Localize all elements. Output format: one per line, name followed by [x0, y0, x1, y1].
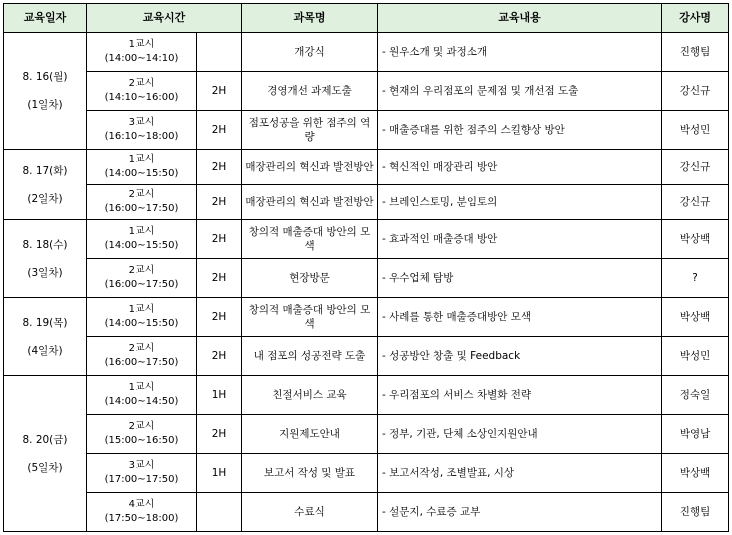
session-instructor: 박성민: [662, 111, 729, 150]
table-row: [4, 259, 729, 298]
session-subject: 내 점포의 성공전략 도출: [242, 337, 378, 376]
session-time: (14:10∼16:00): [104, 92, 179, 103]
session-period: 1교시: [128, 39, 155, 50]
header-subject: 과목명: [242, 4, 378, 33]
session-cell: [87, 33, 197, 72]
session-cell: [87, 454, 197, 493]
session-content: - 매출증대를 위한 점주의 스킬향상 방안: [378, 111, 662, 150]
table-row: [4, 493, 729, 532]
session-content: - 현재의 우리점포의 문제점 및 개선점 도출: [378, 72, 662, 111]
session-content: - 원우소개 및 과정소개: [378, 33, 662, 72]
day-label: (1일차): [27, 99, 63, 111]
session-content: - 우수업체 탐방: [378, 259, 662, 298]
session-hours: 2H: [197, 415, 242, 454]
session-hours: 2H: [197, 150, 242, 185]
table-row: [4, 298, 729, 337]
session-time: (14:00∼15:50): [104, 318, 179, 329]
day-date: 8. 20(금): [22, 433, 68, 446]
day-cell: [4, 33, 87, 150]
header-date: 교육일자: [4, 4, 87, 33]
session-instructor: 진행팀: [662, 493, 729, 532]
education-schedule-table: [3, 3, 729, 532]
session-content: - 정부, 기관, 단체 소상인지원안내: [378, 415, 662, 454]
session-hours: [197, 33, 242, 72]
session-time: (15:00∼16:50): [104, 435, 179, 446]
day-cell: [4, 220, 87, 298]
session-period: 1교시: [128, 226, 155, 237]
session-period: 2교시: [128, 421, 155, 432]
session-cell: [87, 298, 197, 337]
day-label: (5일차): [27, 461, 63, 474]
table-row: [4, 33, 729, 72]
table-row: [4, 415, 729, 454]
session-cell: [87, 111, 197, 150]
session-period: 2교시: [128, 78, 155, 89]
session-instructor: 진행팀: [662, 33, 729, 72]
session-period: 1교시: [128, 304, 155, 315]
session-time: (16:00∼17:50): [104, 279, 179, 290]
table-row: [4, 454, 729, 493]
day-date: 8. 17(화): [22, 164, 68, 177]
day-label: (3일차): [27, 266, 63, 279]
session-period: 4교시: [128, 499, 155, 510]
header-time: 교육시간: [87, 4, 242, 33]
day-cell: [4, 150, 87, 220]
session-hours: [197, 493, 242, 532]
session-period: 2교시: [128, 265, 155, 276]
session-subject: 매장관리의 혁신과 발전방안: [242, 185, 378, 220]
session-period: 1교시: [128, 154, 155, 165]
session-period: 1교시: [128, 382, 155, 393]
session-subject: 보고서 작성 및 발표: [242, 454, 378, 493]
session-hours: 2H: [197, 185, 242, 220]
session-content: - 성공방안 창출 및 Feedback: [378, 337, 662, 376]
session-content: - 효과적인 매출증대 방안: [378, 220, 662, 259]
session-cell: [87, 376, 197, 415]
session-hours: 2H: [197, 298, 242, 337]
session-time: (14:00∼15:50): [104, 240, 179, 251]
session-instructor: 박영남: [662, 415, 729, 454]
session-subject: 점포성공을 위한 점주의 역량: [242, 111, 378, 150]
session-subject: 매장관리의 혁신과 발전방안: [242, 150, 378, 185]
header-instructor: 강사명: [662, 4, 729, 33]
session-cell: [87, 415, 197, 454]
session-period: 2교시: [128, 189, 155, 200]
table-row: [4, 220, 729, 259]
session-time: (17:00∼17:50): [104, 474, 179, 485]
session-content: - 브레인스토밍, 분임토의: [378, 185, 662, 220]
header-content: 교육내용: [378, 4, 662, 33]
session-content: - 보고서작성, 조별발표, 시상: [378, 454, 662, 493]
session-hours: 2H: [197, 337, 242, 376]
session-hours: 2H: [197, 72, 242, 111]
session-content: - 우리점포의 서비스 차별화 전략: [378, 376, 662, 415]
session-time: (17:50∼18:00): [104, 513, 179, 524]
session-instructor: 정숙일: [662, 376, 729, 415]
session-instructor: 강신규: [662, 72, 729, 111]
session-subject: 지원제도안내: [242, 415, 378, 454]
session-hours: 2H: [197, 259, 242, 298]
session-cell: [87, 185, 197, 220]
session-subject: 개강식: [242, 33, 378, 72]
session-instructor: ?: [662, 259, 729, 298]
session-instructor: 박성민: [662, 337, 729, 376]
session-subject: 창의적 매출증대 방안의 모색: [242, 220, 378, 259]
day-cell: [4, 376, 87, 532]
day-date: 8. 16(월): [22, 71, 68, 83]
session-time: (16:00∼17:50): [104, 357, 179, 368]
session-instructor: 박상백: [662, 298, 729, 337]
table-row: [4, 337, 729, 376]
table-row: [4, 111, 729, 150]
session-time: (14:00∼14:10): [104, 53, 179, 64]
day-label: (2일차): [27, 192, 63, 205]
session-instructor: 박상백: [662, 220, 729, 259]
session-content: - 사례를 통한 매출증대방안 모색: [378, 298, 662, 337]
session-cell: [87, 259, 197, 298]
day-date: 8. 18(수): [22, 238, 68, 251]
session-subject: 친절서비스 교육: [242, 376, 378, 415]
session-period: 2교시: [128, 343, 155, 354]
session-subject: 창의적 매출증대 방안의 모색: [242, 298, 378, 337]
session-time: (16:10∼18:00): [104, 131, 179, 142]
session-subject: 경영개선 과제도출: [242, 72, 378, 111]
session-hours: 1H: [197, 376, 242, 415]
day-label: (4일차): [27, 344, 63, 357]
session-cell: [87, 72, 197, 111]
session-time: (16:00∼17:50): [104, 203, 179, 214]
session-hours: 2H: [197, 220, 242, 259]
session-period: 3교시: [128, 117, 155, 128]
day-date: 8. 19(목): [22, 316, 68, 329]
session-content: - 설문지, 수료증 교부: [378, 493, 662, 532]
session-cell: [87, 493, 197, 532]
session-time: (14:00∼14:50): [104, 396, 179, 407]
session-cell: [87, 150, 197, 185]
session-subject: 현장방문: [242, 259, 378, 298]
session-hours: 2H: [197, 111, 242, 150]
table-row: [4, 376, 729, 415]
session-hours: 1H: [197, 454, 242, 493]
session-time: (14:00∼15:50): [104, 168, 179, 179]
session-content: - 혁신적인 매장관리 방안: [378, 150, 662, 185]
table-row: [4, 150, 729, 185]
header-row: [4, 4, 729, 33]
day-cell: [4, 298, 87, 376]
session-cell: [87, 337, 197, 376]
table-row: [4, 72, 729, 111]
session-instructor: 강신규: [662, 185, 729, 220]
table-row: [4, 185, 729, 220]
session-instructor: 강신규: [662, 150, 729, 185]
session-cell: [87, 220, 197, 259]
session-period: 3교시: [128, 460, 155, 471]
schedule-body: [4, 33, 729, 532]
session-instructor: 박상백: [662, 454, 729, 493]
session-subject: 수료식: [242, 493, 378, 532]
